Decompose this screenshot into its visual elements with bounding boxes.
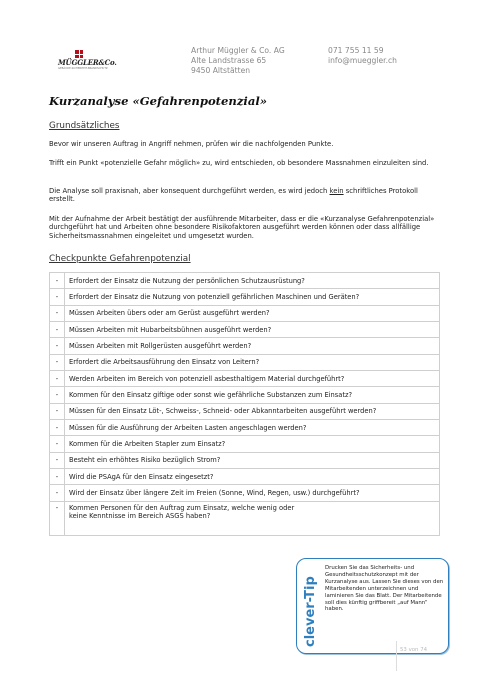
checklist-question: Erfordert die Arbeitsausführung den Einsatz von Leitern? [65, 354, 440, 370]
checklist-question: Besteht ein erhöhtes Risiko bezüglich Strom? [65, 452, 440, 468]
address-line: Arthur Müggler & Co. AG [191, 46, 285, 55]
row-dash: - [50, 322, 65, 338]
checklist-question: Wird die PSAgA für den Einsatz eingesetzt? [65, 469, 440, 485]
phone-number: 071 755 11 59 [328, 46, 384, 55]
row-dash: - [50, 354, 65, 370]
checklist-question: Werden Arbeiten im Bereich von potenziell asbesthaltigem Material durchgeführt? [65, 371, 440, 387]
checklist-row [50, 501, 440, 535]
clever-tip-text: Drucken Sie das Sicherheits- und Gesundheitsschutzkonzept mit der Kurzanalyse aus. Lassen Sie dieses von den Mitarbeitenden unterzeichnen und laminieren Sie das Blatt. Der Mitarbeitende soll dies künftig griffbereit „auf Mann“ haben. [325, 565, 444, 613]
section-heading-checkpunkte: Checkpunkte Gefahrenpotenzial [49, 254, 191, 264]
checklist-row [50, 436, 440, 452]
section-heading-grundsaetzliches: Grundsätzliches [49, 121, 120, 131]
logo-tagline: GEBÄUDE-SICHERHEIT-BRANDSCHUTZ [58, 67, 108, 70]
address-line: Alte Landstrasse 65 [191, 56, 267, 65]
checklist-question: Erfordert der Einsatz die Nutzung der persönlichen Schutzausrüstung? [65, 273, 440, 289]
checklist-row [50, 354, 440, 370]
address-line: 9450 Altstätten [191, 66, 251, 75]
row-dash: - [50, 501, 65, 535]
clever-tip-logo-text: clever-Tip [303, 576, 318, 647]
checklist-question: Müssen Arbeiten mit Hubarbeitsbühnen ausgeführt werden? [65, 322, 440, 338]
row-dash: - [50, 452, 65, 468]
checklist-question: Wird der Einsatz über längere Zeit im Freien (Sonne, Wind, Regen, usw.) durchgeführt? [65, 485, 440, 501]
row-dash: - [50, 469, 65, 485]
checklist-row [50, 403, 440, 419]
checklist-row [50, 289, 440, 305]
checklist-question: Müssen Arbeiten mit Rollgerüsten ausgeführt werden? [65, 338, 440, 354]
paragraph-text: schriftliches Protokoll erstellt. [49, 187, 418, 204]
row-dash: - [50, 420, 65, 436]
row-dash: - [50, 305, 65, 321]
checklist-question: Kommen für den Einsatz giftige oder sonst wie gefährliche Substanzen zum Einsatz? [65, 387, 440, 403]
checklist-row [50, 305, 440, 321]
row-dash: - [50, 371, 65, 387]
paragraph: Mit der Aufnahme der Arbeit bestätigt der ausführende Mitarbeiter, dass er die «Kurzanalyse Gefahrenpotenzial» durchgeführt hat und Arbeiten ohne besondere Risikofaktoren ausgeführt werden können oder dass allfällige Sicherheitsmassnahmen eingeleitet und umgesetzt wurden. [49, 215, 435, 240]
checklist-row [50, 338, 440, 354]
footer-divider [396, 641, 397, 671]
paragraph: Bevor wir unseren Auftrag in Angriff nehmen, prüfen wir die nachfolgenden Punkte. [49, 140, 334, 148]
checklist-row [50, 485, 440, 501]
company-logo [58, 50, 118, 74]
paragraph: Trifft ein Punkt «potenzielle Gefahr möglich» zu, wird entschieden, ob besondere Massnahmen einzuleiten sind. [49, 159, 429, 167]
checklist-question: Erfordert der Einsatz die Nutzung von potenziell gefährlichen Maschinen und Geräten? [65, 289, 440, 305]
checklist-row [50, 273, 440, 289]
row-dash: - [50, 403, 65, 419]
checklist-row [50, 469, 440, 485]
checklist-row [50, 452, 440, 468]
checklist-table [49, 272, 440, 536]
checklist-question: Müssen Arbeiten übers oder am Gerüst ausgeführt werden? [65, 305, 440, 321]
clever-tip-box [296, 558, 449, 654]
clever-tip-logo-icon [297, 559, 321, 653]
checklist-row [50, 371, 440, 387]
checklist-question: Kommen Personen für den Auftrag zum Einsatz, welche wenig oder keine Kenntnisse im Bereich ASGS haben? [65, 501, 440, 535]
row-dash: - [50, 387, 65, 403]
page-number: 53 von 74 [400, 647, 428, 653]
checklist-row [50, 322, 440, 338]
page-title: Kurzanalyse «Gefahrenpotenzial» [49, 94, 267, 108]
logo-wordmark: MÜGGLER&Co. [58, 58, 117, 67]
checklist-question: Müssen für den Einsatz Löt-, Schweiss-, Schneid- oder Abkanntarbeiten ausgeführt werden? [65, 403, 440, 419]
checklist-question: Kommen für die Arbeiten Stapler zum Einsatz? [65, 436, 440, 452]
paragraph-text: Die Analyse soll praxisnah, aber konsequent durchgeführt werden, es wird jedoch [49, 187, 330, 195]
company-address [191, 46, 285, 76]
email-address: info@mueggler.ch [328, 56, 397, 65]
row-dash: - [50, 485, 65, 501]
company-contact [328, 46, 397, 66]
row-dash: - [50, 273, 65, 289]
emphasis-kein: kein [329, 187, 344, 195]
checklist-row [50, 420, 440, 436]
row-dash: - [50, 436, 65, 452]
checklist-question: Müssen für die Ausführung der Arbeiten Lasten angeschlagen werden? [65, 420, 440, 436]
checklist-row [50, 387, 440, 403]
row-dash: - [50, 289, 65, 305]
row-dash: - [50, 338, 65, 354]
paragraph [49, 187, 439, 204]
logo-mark-icon [75, 50, 83, 58]
